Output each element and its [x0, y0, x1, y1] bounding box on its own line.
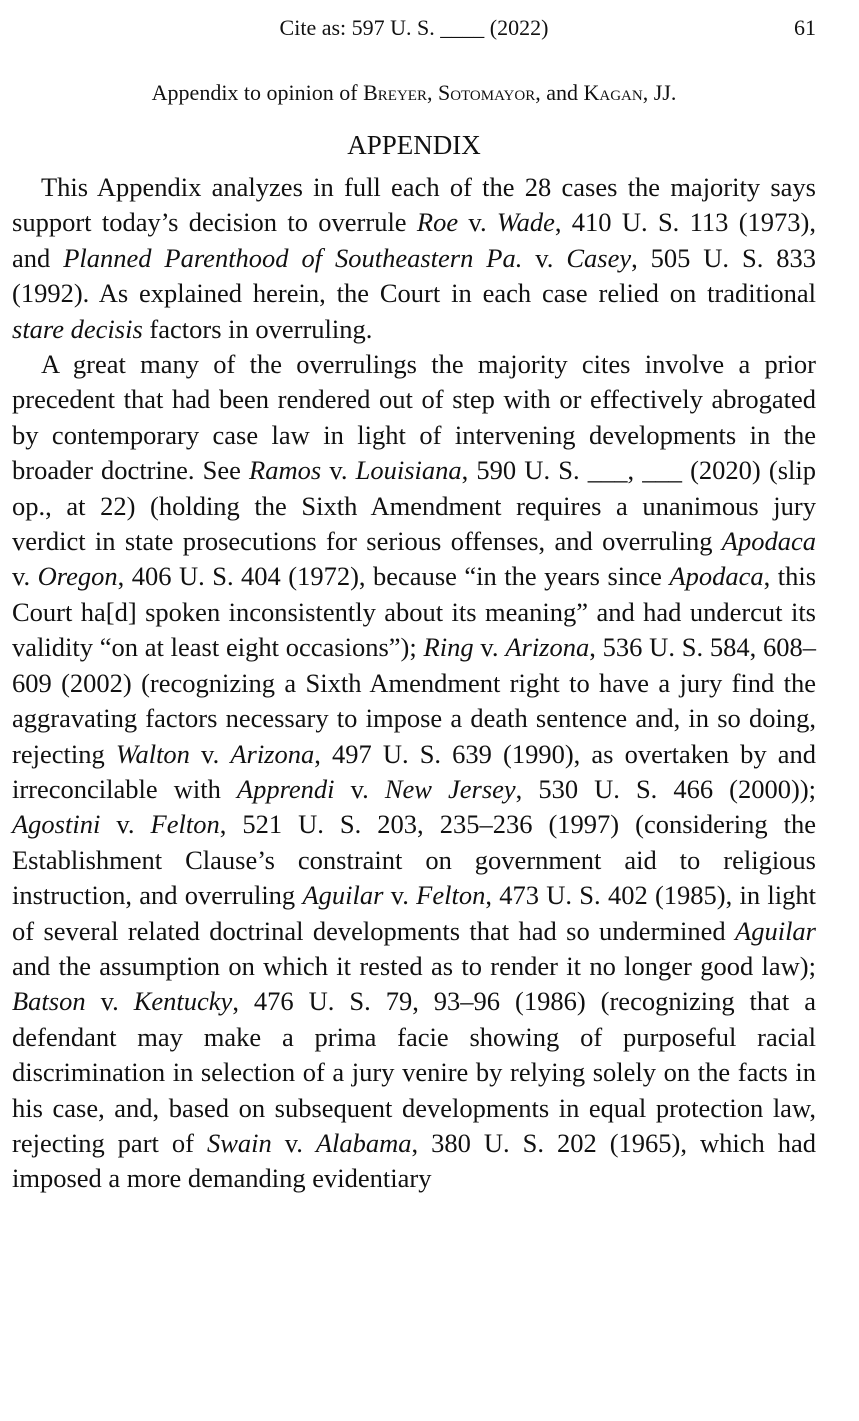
case-name-italic: Arizona [230, 738, 315, 769]
case-name-italic: Felton [150, 809, 220, 840]
justice-breyer: Breyer [363, 80, 427, 105]
case-name-italic: Ring [423, 632, 474, 663]
paragraph [12, 170, 816, 347]
text-run: , 521 U. S. 203, 235–236 (1997) (considering the Establishment Clause’s constraint on government aid to religious instruction, and overruling [12, 809, 816, 911]
running-head [12, 12, 816, 44]
text-run: , 406 U. S. 404 (1972), because “in the years since [117, 561, 670, 592]
case-name-italic: Apodaca [721, 526, 816, 557]
text-run: , this Court ha[d] spoken inconsistently about its meaning” and had undercut its validity “on at least eight occasions”); [12, 561, 817, 663]
justice-kagan: Kagan [583, 80, 643, 105]
text-run: v. [100, 809, 151, 840]
case-name-italic: Roe [416, 207, 459, 238]
text-run: , 380 U. S. 202 (1965), which had imposed a more demanding evidentiary [12, 1127, 816, 1194]
text-run: v. [271, 1127, 316, 1158]
text-run: This Appendix analyzes in full each of the 28 cases the majority says support today’s decision to overrule [12, 172, 816, 238]
text-run: v. [383, 880, 417, 911]
text-run: and the assumption on which it rested as to render it no longer good law); [12, 950, 816, 981]
text-run: , 505 U. S. 833 (1992). As explained herein, the Court in each case relied on traditional [12, 242, 816, 309]
case-name-italic: Ramos [249, 455, 322, 486]
text-run: , 473 U. S. 402 (1985), in light of several related doctrinal developments that had so undermined [12, 880, 817, 946]
text-run: v. [473, 632, 506, 663]
text-run: v. [321, 455, 356, 486]
text-run: A great many of the overrulings the majority cites involve a prior precedent that had been rendered out of step with or effectively abrogated by contemporary case law in light of intervening developments in the broader doctrine. See [12, 349, 816, 486]
text-run: v. [522, 242, 567, 273]
case-name-italic: stare decisis [12, 313, 143, 344]
case-name-italic: Agostini [12, 809, 101, 840]
attribution-suffix: , JJ. [642, 80, 677, 105]
case-name-italic: Apodaca [669, 561, 764, 592]
case-name-italic: Felton [416, 880, 486, 911]
text-run: , 536 U. S. 584, 608–609 (2002) (recognizing a Sixth Amendment right to have a jury find the aggravating factors necessary to impose a death sentence and, in so doing, rejecting [12, 632, 817, 769]
justice-sotomayor: Sotomayor [437, 80, 536, 105]
case-name-italic: Kentucky [133, 986, 233, 1017]
text-run: v. [189, 738, 231, 769]
case-name-italic: Wade [496, 207, 555, 238]
case-name-italic: Swain [206, 1127, 272, 1158]
text-run: , 476 U. S. 79, 93–96 (1986) (recognizing that a defendant may make a prima facie showing of purposeful racial discrimination in selection of a jury venire by relying solely on the facts in his case, and, based on subsequent developments in equal protection law, rejecting part of [12, 986, 817, 1158]
case-name-italic: Louisiana [355, 455, 462, 486]
case-name-italic: New Jersey [384, 773, 516, 804]
case-name-italic: Alabama [315, 1127, 412, 1158]
case-name-italic: Batson [12, 986, 86, 1017]
text-run: v. [334, 773, 385, 804]
text-run: factors in overruling. [142, 313, 373, 344]
appendix-heading: APPENDIX [347, 130, 481, 160]
text-run: v. [458, 207, 497, 238]
case-name-italic: Aguilar [735, 915, 816, 946]
text-run: , 590 U. S. ___, ___ (2020) (slip op., at 22) (holding the Sixth Amendment requires a unanimous jury verdict in state prosecutions for serious offenses, and overruling [12, 455, 817, 557]
paragraph [12, 347, 816, 1197]
case-name-italic: Planned Parenthood of Southeastern Pa. [63, 242, 523, 273]
attribution-separator: , [426, 80, 438, 105]
attribution-prefix: Appendix to opinion of [151, 80, 364, 105]
case-name-italic: Walton [115, 738, 190, 769]
case-name-italic: Oregon [37, 561, 118, 592]
case-name-italic: Arizona [505, 632, 590, 663]
appendix-attribution [12, 78, 816, 108]
attribution-separator: , and [535, 80, 584, 105]
body-text [12, 170, 816, 1197]
text-run: v. [85, 986, 134, 1017]
page-number: 61 [794, 15, 816, 40]
text-run: , 497 U. S. 639 (1990), as overtaken by and irreconcilable with [12, 738, 817, 804]
citation-header: Cite as: 597 U. S. ____ (2022) [279, 15, 549, 40]
case-name-italic: Aguilar [302, 880, 384, 911]
case-name-italic: Casey [566, 242, 632, 273]
text-run: , 410 U. S. 113 (1973), and [12, 207, 817, 273]
text-run: v. [12, 561, 38, 592]
case-name-italic: Apprendi [236, 773, 335, 804]
text-run: , 530 U. S. 466 (2000)); [515, 773, 817, 804]
